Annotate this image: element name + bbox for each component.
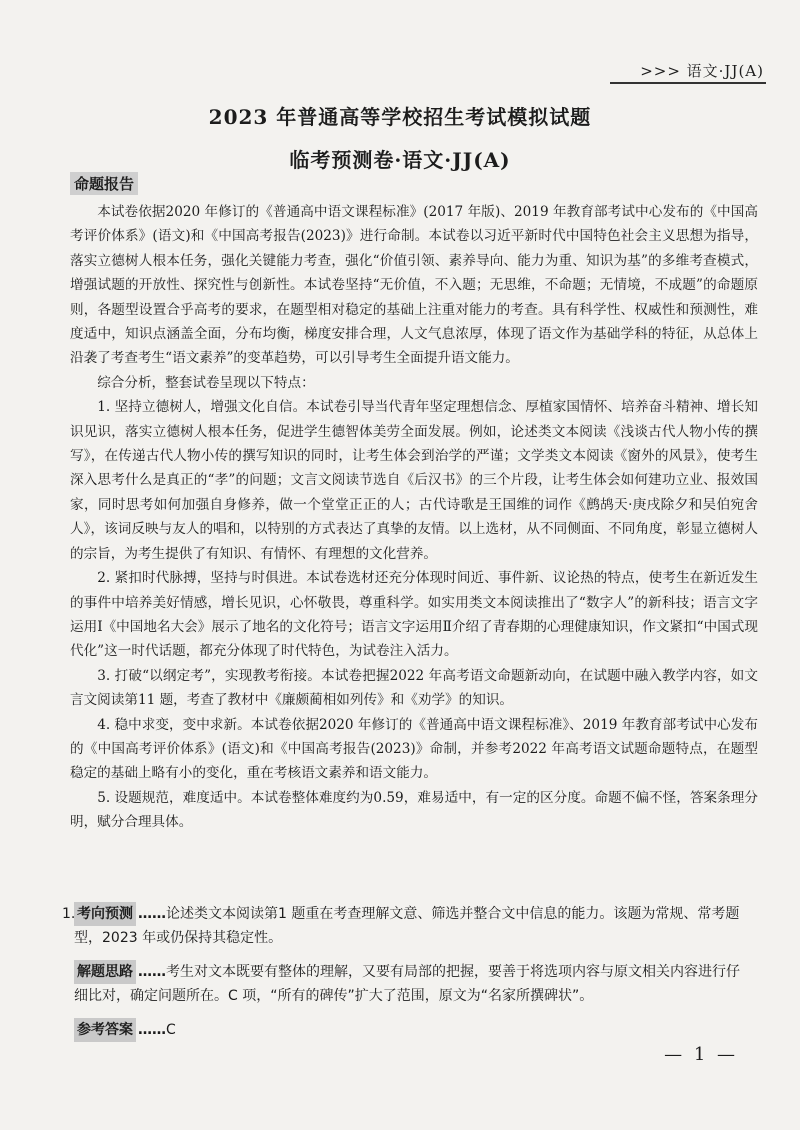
- question-number: 1.: [62, 906, 76, 922]
- report-paragraph-point-3: 3. 打破“以纲定考”，实现教考衔接。本试卷把握2022 年高考语文命题新动向，在试题中融入教学内容，如文言文阅读第11 题，考查了教材中《廉颇蔺相如列传》和《劝学》的知识。: [70, 667, 758, 709]
- approach-dots: ……: [138, 964, 166, 980]
- approach-block: [62, 960, 750, 1008]
- report-body: [70, 200, 758, 835]
- report-paragraph-point-5: 5. 设题规范，难度适中。本试卷整体难度约为0.59，难易适中，有一定的区分度。命题不偏不怪，答案条理分明，赋分合理具体。: [70, 789, 758, 831]
- report-paragraph-summary: 综合分析，整套试卷呈现以下特点：: [97, 374, 315, 391]
- header-rule: [610, 82, 766, 84]
- report-paragraph-intro: 本试卷依据2020 年修订的《普通高中语文课程标准》(2017 年版)、2019 年教育部考试中心发布的《中国高考评价体系》(语文)和《中国高考报告(2023)》进行命制。本试卷以习近平新时代中国特色社会主义思想为指导，落实立德树人根本任务，强化关键能力考查，强化“价值引领、素养导向、能力为重、知识为基”的多维考查模式，增强试题的开放性、探究性与创新性。本试卷坚持“无价值，不入题；无思维，不命题；无情境，不成题”的命题原则，各题型设置合乎高考的要求，在题型相对稳定的基础上注重对能力的考查。具有科学性、权威性和预测性，难度适中，知识点涵盖全面，分布均衡，梯度安排合理，人文气息浓厚，体现了语文作为基础学科的特征，从总体上沿袭了考查考生“语文素养”的变革趋势，可以引导考生全面提升语文能力。: [70, 204, 758, 367]
- answer-dots: ……: [138, 1022, 166, 1038]
- report-label: 命题报告: [70, 172, 138, 195]
- header-subject-tag: >>> 语文·JJ(A): [640, 62, 764, 80]
- forecast-text: 论述类文本阅读第1 题重在考查理解文意、筛选并整合文中信息的能力。该题为常规、常考题型，2023 年或仍保持其稳定性。: [74, 906, 740, 946]
- forecast-label: 考向预测: [74, 902, 136, 926]
- answer-text: C: [166, 1022, 176, 1038]
- exam-subtitle: 临考预测卷·语文·JJ(A): [289, 148, 511, 172]
- answer-label: 参考答案: [74, 1018, 136, 1042]
- report-paragraph-point-4: 4. 稳中求变，变中求新。本试卷依据2020 年修订的《普通高中语文课程标准》、2019 年教育部考试中心发布的《中国高考评价体系》(语文)和《中国高考报告(2023)》命制，并参考2022 年高考语文试题命题特点，在题型稳定的基础上略有小的变化，重在考核语文素养和语文能力。: [70, 716, 758, 782]
- forecast-block: [62, 902, 750, 950]
- answer-section: [62, 902, 750, 1052]
- approach-label: 解题思路: [74, 960, 136, 984]
- forecast-dots: ……: [138, 906, 166, 922]
- exam-title: 2023 年普通高等学校招生考试模拟试题: [208, 105, 592, 129]
- page-number: — 1 —: [664, 1044, 738, 1065]
- report-paragraph-point-1: 1. 坚持立德树人，增强文化自信。本试卷引导当代青年坚定理想信念、厚植家国情怀、培养奋斗精神、增长知识见识，落实立德树人根本任务，促进学生德智体美劳全面发展。例如，论述类文本阅读《浅谈古代人物小传的撰写》，在传递古代人物小传的撰写知识的同时，让考生体会到治学的严谨；文学类文本阅读《窗外的风景》，使考生深入思考什么是真正的“孝”的问题；文言文阅读节选自《后汉书》的三个片段，让考生体会如何建功立业、报效国家，同时思考如何加强自身修养，做一个堂堂正正的人；古代诗歌是王国维的词作《鹧鸪天·庚戌除夕和吴伯宛舍人》，该词反映与友人的唱和，以特别的方式表达了真挚的友情。以上选材，从不同侧面、不同角度，彰显立德树人的宗旨，为考生提供了有知识、有情怀、有理想的文化营养。: [70, 399, 758, 562]
- approach-text: 考生对文本既要有整体的理解，又要有局部的把握，要善于将选项内容与原文相关内容进行仔细比对，确定问题所在。C 项，“所有的碑传”扩大了范围，原文为“名家所撰碑状”。: [74, 964, 740, 1004]
- report-paragraph-point-2: 2. 紧扣时代脉搏，坚持与时俱进。本试卷选材还充分体现时间近、事件新、议论热的特点，使考生在新近发生的事件中培养美好情感，增长见识，心怀敬畏，尊重科学。如实用类文本阅读推出了“数字人”的新科技；语言文字运用Ⅰ《中国地名大会》展示了地名的文化符号；语言文字运用Ⅱ介绍了青春期的心理健康知识，作文紧扣“中国式现代化”这一时代话题，都充分体现了时代特色，为试卷注入活力。: [70, 570, 758, 660]
- answer-block: [62, 1018, 750, 1042]
